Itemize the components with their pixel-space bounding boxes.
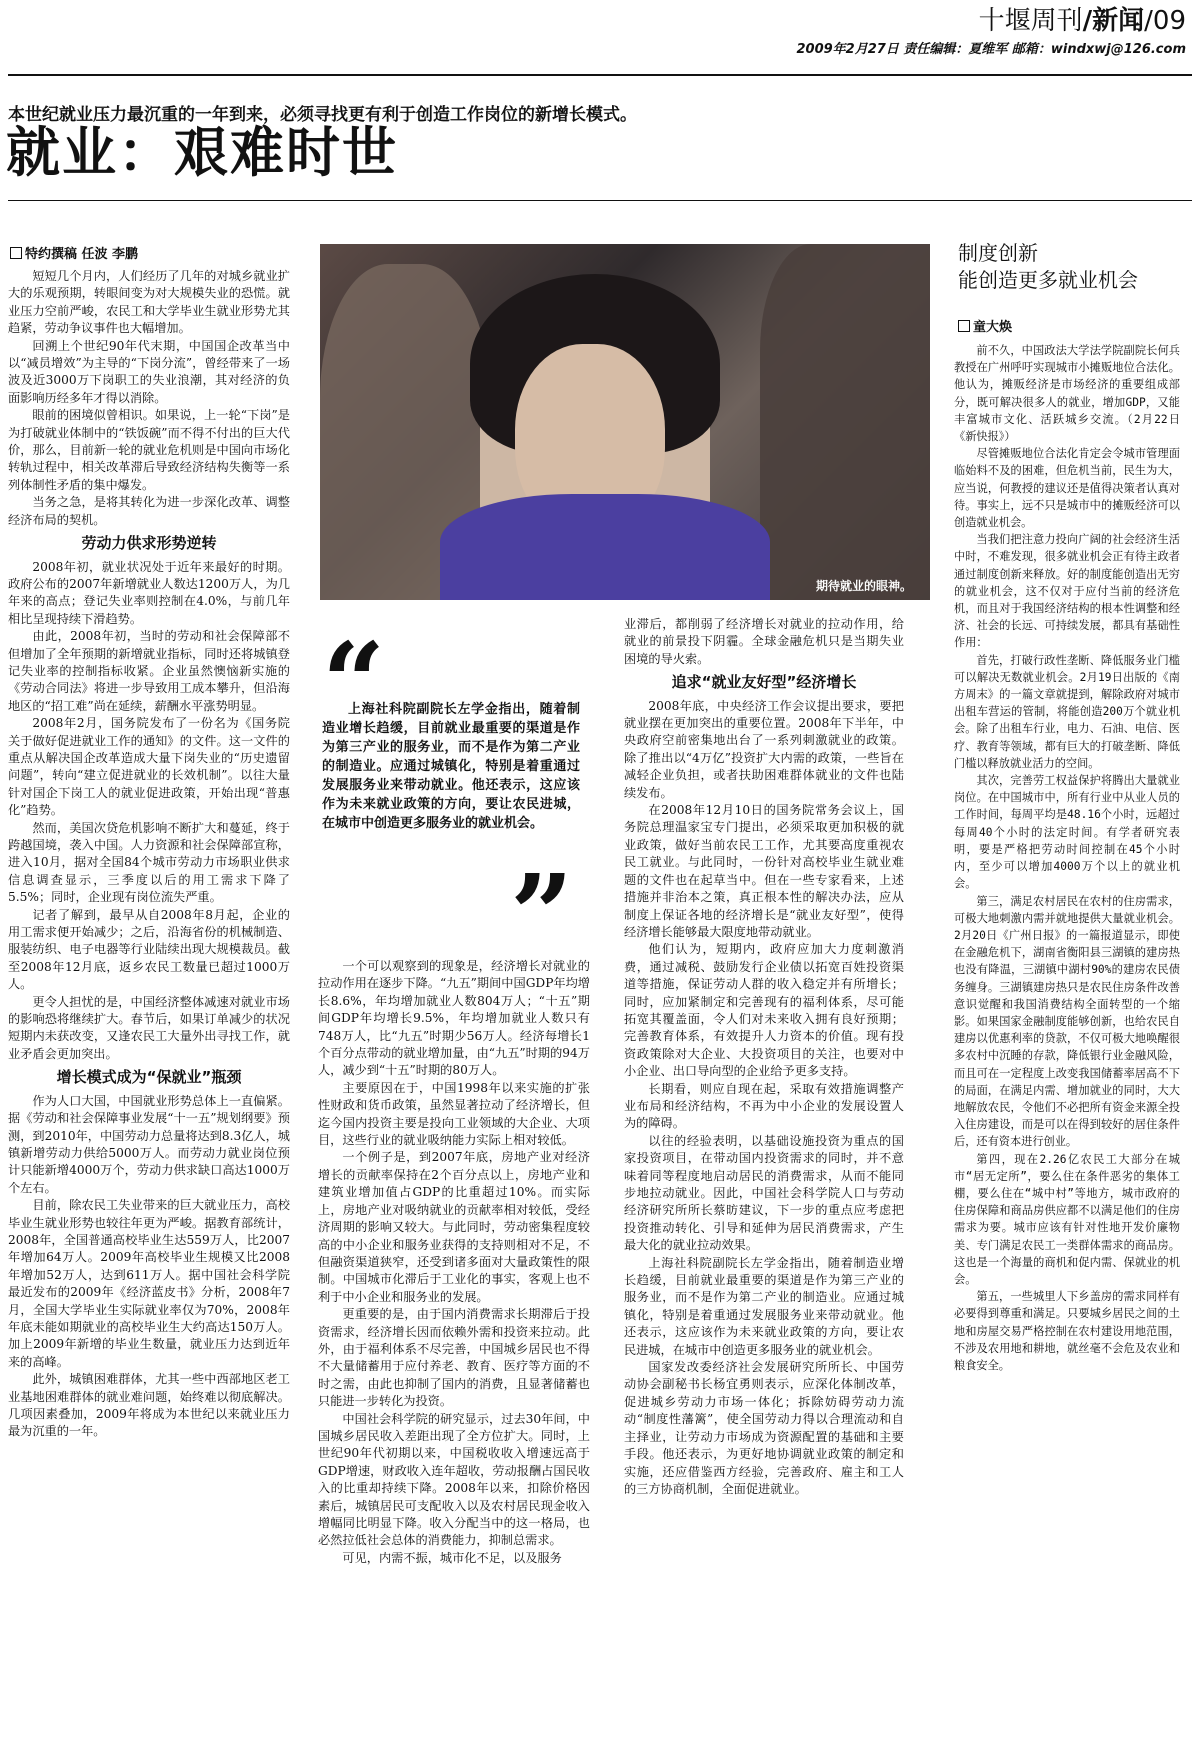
deck: 本世纪就业压力最沉重的一年到来，必须寻找更有利于创造工作岗位的新增长模式。: [8, 105, 637, 125]
pull-quote: 上海社科院副院长左学金指出，随着制造业增长趋缓，目前就业最重要的渠道是作为第三产业的服务业，而不是作为第二产业的制造业。应通过城镇化，特别是着重通过发展服务业来带动就业。他还表示，这应该作为未来就业政策的方向，要让农民进城，在城市中创造更多服务业的就业机会。: [322, 702, 580, 831]
paragraph: 短短几个月内，人们经历了几年的对城乡就业扩大的乐观预期，转眼间变为对大规模失业的恐慌。就业压力空前严峻，农民工和大学毕业生就业形势尤其趋紧，劳动争议事件也大幅增加。: [8, 269, 290, 336]
side-paragraph: 第四，现在2.26亿农民工大部分在城市“居无定所”，要么住在条件恶劣的集体工棚，要么住在“城中村”等地方，城市政府的住房保障和商品房供应都不以满足他们的住房需求为要。城市应该有针对性地开发价廉物美、专门满足农民工一类群体需求的商品房。这也是一个海量的商机和促内需、保就业的机会。: [954, 1152, 1180, 1286]
headline: 就业：艰难时世: [6, 121, 398, 184]
paragraph: 回溯上个世纪90年代末期，中国国企改革当中以“减员增效”为主导的“下岗分流”，曾经带来了一场波及近3000万下岗职工的失业浪潮，其对经济的负面影响历经多年才得以消除。: [8, 338, 290, 405]
page-number: 09: [1152, 6, 1186, 36]
photo-caption: 期待就业的眼神。: [815, 579, 912, 593]
side-paragraph: 首先，打破行政性垄断、降低服务业门槛可以解决无数就业机会。2月19日出版的《南方周末》的一篇文章就提到，解除政府对城市出租车营运的管制，将能创造200万个就业机会。除了出租车行业，电力、石油、电信、医疗、教育等领域，都有巨大的打破垄断、降低门槛以释放就业活力的空间。: [954, 653, 1180, 770]
side-paragraph: 第五，一些城里人下乡盖房的需求同样有必要得到尊重和满足。只要城乡居民之间的土地和房屋交易严格控制在农村建设用地范围，不涉及农用地和耕地，就丝毫不会危及农业和粮食安全。: [954, 1290, 1180, 1372]
news-photo: [320, 244, 930, 600]
section-subhead: 追求“就业友好型”经济增长: [671, 673, 857, 692]
masthead: 十堰周刊/新闻/09 2009年2月27日 责任编辑：夏维军 邮箱：windxwj@126.com: [796, 6, 1186, 57]
side-paragraph: 前不久，中国政法大学法学院副院长何兵教授在广州呼吁实现城市小摊贩地位合法化。他认为，摊贩经济是市场经济的重要组成部分，既可解决很多人的就业，增加GDP，又能丰富城市文化、活跃城乡交流。（2月22日《新快报》）: [954, 344, 1180, 444]
paragraph: 业滞后，都削弱了经济增长对就业的拉动作用，给就业的前景投下阴霾。全球金融危机只是当期失业困境的导火索。: [624, 617, 904, 666]
side-paragraph: 当我们把注意力投向广阔的社会经济生活中时，不难发现，很多就业机会正有待主政者通过制度创新来释放。好的制度能创造出无穷的就业机会，这不仅对于应付当前的经济危机，而且对于我国经济结构的根本性调整和经济、社会的长远、可持续发展，都具有基础性作用：: [954, 533, 1180, 650]
paragraph: 更重要的是，由于国内消费需求长期滞后于投资需求，经济增长因而依赖外需和投资来拉动。此外，由于福利体系不尽完善，中国城乡居民也不得不大量储蓄用于应付养老、教育、医疗等方面的不时之需，由此也抑制了国内的消费，且显著储蓄也只能进一步转化为投资。: [318, 1307, 590, 1409]
paragraph: 然而，美国次贷危机影响不断扩大和蔓延，终于跨越国境，袭入中国。人力资源和社会保障部宣称，进入10月，据对全国84个城市劳动力市场职业供求信息调查显示，三季度以后的用工需求下降了5.5%；同时，企业现有岗位流失严重。: [8, 820, 290, 905]
paragraph: 可见，内需不振，城市化不足，以及服务: [342, 1550, 562, 1565]
paragraph: 长期看，则应自现在起，采取有效措施调整产业布局和经济结构，不再为中小企业的发展设置人为的障碍。: [624, 1081, 904, 1131]
close-quote-mark: ”: [510, 850, 574, 979]
paragraph: 一个例子是，到2007年底，房地产业对经济增长的贡献率保持在2个百分点以上，房地产业和建筑业增加值占GDP的比重超过10%。而实际上，房地产业对吸纳就业的贡献率相对较低，受经济周期的影响又较大。与此同时，劳动密集程度较高的中小企业和服务业获得的支持则相对不足，不但融资渠道狭窄，还受到诸多面对大量政策性的限制。中国城市化滞后于工业化的事实，客观上也不利于中小企业和服务业的发展。: [318, 1150, 590, 1304]
paragraph: 当务之急，是将其转化为进一步深化改革、调整经济布局的契机。: [8, 495, 290, 527]
section-subhead: 劳动力供求形势逆转: [81, 534, 217, 553]
side-article-body: [954, 342, 1180, 1737]
byline-text: 特约撰稿 任波 李鹏: [25, 247, 139, 262]
paragraph: 他们认为，短期内，政府应加大力度刺激消费，通过减税、鼓励发行企业债以拓宽百姓投资渠道等措施，保证劳动人群的收入稳定并有所增长；同时，应加紧制定和完善现有的福利体系，尽可能拓宽其覆盖面，令人们对未来收入拥有良好预期；完善教育体系，有效提升人力资本的价值。现有投资政策除对大企业、大投资项目的关注，也要对中小企业、出口导向型的企业给予更多支持。: [624, 942, 904, 1079]
masthead-info: 2009年2月27日 责任编辑：夏维军 邮箱：windxwj@126.com: [796, 42, 1186, 57]
paragraph: 国家发改委经济社会发展研究所所长、中国劳动协会副秘书长杨宜勇则表示，应深化体制改革，促进城乡劳动力市场一体化；拆除妨碍劳动力流动“制度性藩篱”，使全国劳动力得以合理流动和自主择业，让劳动力市场成为资源配置的基础和主要手段。他还表示，为更好地协调就业政策的制定和实施，还应借鉴西方经验，完善政府、雇主和工人的三方协商机制，全面促进就业。: [624, 1360, 904, 1496]
masthead-rule: [8, 74, 1192, 76]
side-title: [958, 240, 1138, 294]
side-byline-text: 童大焕: [973, 320, 1013, 335]
paragraph: 目前，除农民工失业带来的巨大就业压力，高校毕业生就业形势也较往年更为严峻。据教育部统计，2008年，全国普通高校毕业生达559万人，比2007年增加64万人。2009年高校毕业生规模又比2008年增加52万人，达到611万人。据中国社会科学院最近发布的2009年《经济蓝皮书》分析，2008年7月，全国大学毕业生实际就业率仅为70%，2008年年底未能如期就业的高校毕业生大约高达150万人。加上2009年新增的毕业生数量，就业压力达到近年来的高峰。: [8, 1198, 290, 1369]
paragraph: 眼前的困境似曾相识。如果说，上一轮“下岗”是为打破就业体制中的“铁饭碗”而不得不付出的巨大代价，那么，目前新一轮的就业危机则是中国向市场化转轨过程中，相关改革滞后导致经济结构失衡等一系列体制性矛盾的集中爆发。: [8, 408, 290, 492]
paragraph: 一个可以观察到的现象是，经济增长对就业的拉动作用在逐步下降。“九五”期间中国GDP年均增长8.6%，年均增加就业人数804万人；“十五”期间GDP年均增长9.5%，年均增加就业人数只有748万人，比“九五”时期少56万人。经济每增长1个百分点带动的就业增加量，由“九五”时期的94万人，减少到“十五”时期的80万人。: [318, 959, 590, 1078]
open-quote-mark: “: [322, 618, 386, 747]
paragraph: 2008年底，中央经济工作会议提出要求，要把就业摆在更加突出的重要位置。2008年下半年，中央政府空前密集地出台了一系列刺激就业的政策。除了推出以“4万亿”投资扩大内需的政策，一些旨在减轻企业负担，或者扶助困难群体就业的文件也陆续发布。: [624, 698, 904, 800]
section-name: 新闻: [1092, 6, 1145, 36]
side-paragraph: 第三，满足农村居民在农村的住房需求，可极大地刺激内需并就地提供大量就业机会。2月20日《广州日报》的一篇报道显示，即使在金融危机下，湖南省衡阳县三湖镇的建房热也没有降温，三湖镇中湖村90%的建房农民债务缠身。三湖镇建房热只是农民住房条件改善意识觉醒和我国消费结构全面转型的一个缩影。如果国家金融制度能够创新，也给农民自建房以优惠利率的贷款，不仅可极大地唤醒很多农村中沉睡的存款，降低银行业金融风险，而且可在一定程度上改变我国储蓄率居高不下的局面，在满足内需、增加就业的同时，大大地解放农民，令他们不必把所有资金来源全投入住房建设，而是可以在得到较好的居住条件后，还有资本进行创业。: [954, 894, 1180, 1149]
paragraph: 更令人担忧的是，中国经济整体减速对就业市场的影响恐将继续扩大。春节后，如果订单减少的状况短期内未获改变，又逢农民工大量外出寻找工作，就业矛盾会更加突出。: [8, 994, 290, 1061]
section-subhead: 增长模式成为“保就业”瓶颈: [56, 1068, 242, 1087]
paper-name: 十堰周刊: [978, 6, 1083, 36]
paragraph: 由此，2008年初，当时的劳动和社会保障部不但增加了全年预期的新增就业指标，同时还将城镇登记失业率的控制指标收紧。企业虽然懊恼新实施的《劳动合同法》将进一步导致用工成本攀升，但沿海地区的“招工难”尚在延续，薪酬水平涨势明显。: [8, 629, 290, 713]
paragraph: 此外，城镇困难群体，尤其一些中西部地区老工业基地困难群体的就业难问题，始终难以彻底解决。几项因素叠加，2009年将成为本世纪以来就业压力最为沉重的一年。: [8, 1372, 290, 1439]
side-paragraph: 其次，完善劳工权益保护将腾出大量就业岗位。在中国城市中，所有行业中从业人员的工作时间，每周平均是48.16个小时，远超过每周40个小时的法定时间。有学者研究表明，要是严格把劳动时间控制在45个小时内，至少可以增加4000万个以上的就业机会。: [954, 774, 1180, 891]
article-column-3: [624, 616, 904, 1738]
side-byline: [958, 316, 1012, 335]
paragraph: 记者了解到，最早从自2008年8月起，企业的用工需求便开始减少；之后，沿海省份的机械制造、服装纺织、电子电器等行业陆续出现大规模裁员。截至2008年12月底，返乡农民工数量已超过1000万人。: [8, 907, 290, 992]
paragraph: 以往的经验表明，以基础设施投资为重点的国家投资项目，在带动国内投资需求的同时，并不意味着同等程度地启动居民的消费需求，从而不能同步地拉动就业。因此，中国社会科学院人口与劳动经济研究所所长蔡昉建议，下一步的重点应考虑把投资推动转化、引导和延伸为居民消费需求，产生最大化的就业拉动效果。: [624, 1133, 904, 1253]
article-column-2: [318, 958, 590, 1738]
side-paragraph: 尽管摊贩地位合法化肯定会令城市管理面临始料不及的困难，但危机当前，民生为大，应当说，何教授的建议还是值得决策者认真对待。事实上，远不只是城市中的摊贩经济可以创造就业机会。: [954, 447, 1180, 530]
paragraph: 上海社科院副院长左学金指出，随着制造业增长趋缓，目前就业最重要的渠道是作为第三产业的服务业，而不是作为第二产业的制造业。应通过城镇化，特别是着重通过发展服务业来带动就业。他还表示，这应该作为未来就业政策的方向，要让农民进城，在城市中创造更多服务业的就业机会。: [624, 1255, 904, 1357]
paragraph: 作为人口大国，中国就业形势总体上一直偏紧。据《劳动和社会保障事业发展“十一五”规划纲要》预测，到2010年，中国劳动力总量将达到8.3亿人，城镇新增劳动力供给5000万人。而劳动力就业岗位预计只能新增4000万个，劳动力供求缺口高达1000万个左右。: [8, 1093, 290, 1195]
paragraph: 中国社会科学院的研究显示，过去30年间，中国城乡居民收入差距出现了全方位扩大。同时，上世纪90年代初期以来，中国税收收入增速远高于GDP增速，财政收入连年超收，劳动报酬占国民收入的比重却持续下降。2008年以来，扣除价格因素后，城镇居民可支配收入以及农村居民现金收入增幅同比明显下降。收入分配当中的这一格局，也必然拉低社会总体的消费能力，抑制总需求。: [318, 1411, 590, 1548]
paragraph: 主要原因在于，中国1998年以来实施的扩张性财政和货币政策，虽然显著拉动了经济增长，但迄今国内投资主要是投向工业领域的大企业、大项目，这些行业的就业吸纳能力实际上相对较低。: [318, 1080, 590, 1148]
side-title-line2: 能创造更多就业机会: [958, 268, 1138, 292]
article-column-1: [8, 268, 290, 1738]
side-title-line1: 制度创新: [958, 241, 1038, 265]
headline-rule: [8, 200, 1192, 201]
paragraph: 2008年初，就业状况处于近年来最好的时期。政府公布的2007年新增就业人数达1200万人，为几年来的高点；登记失业率则控制在4.0%，与前几年相比呈现持续下滑趋势。: [8, 559, 290, 626]
paragraph: 2008年2月，国务院发布了一份名为《国务院关于做好促进就业工作的通知》的文件。这一文件的重点从解决国企改革造成大量下岗失业的“历史遗留问题”，转向“建立促进就业的长效机制”。以往大量针对国企下岗工人的就业促进政策，开始出现“普惠化”趋势。: [8, 716, 290, 818]
byline: [10, 243, 138, 262]
paragraph: 在2008年12月10日的国务院常务会议上，国务院总理温家宝专门提出，必须采取更加积极的就业政策，做好当前农民工工作，尤其要高度重视农民工就业。与此同时，一份针对高校毕业生就业难题的文件也在起草当中。但在一些专家看来，上述措施并非治本之策，真正根本性的解决办法，应从制度上保证各地的经济增长是“就业友好型”，使得经济增长能够最大限度地带动就业。: [624, 803, 904, 939]
